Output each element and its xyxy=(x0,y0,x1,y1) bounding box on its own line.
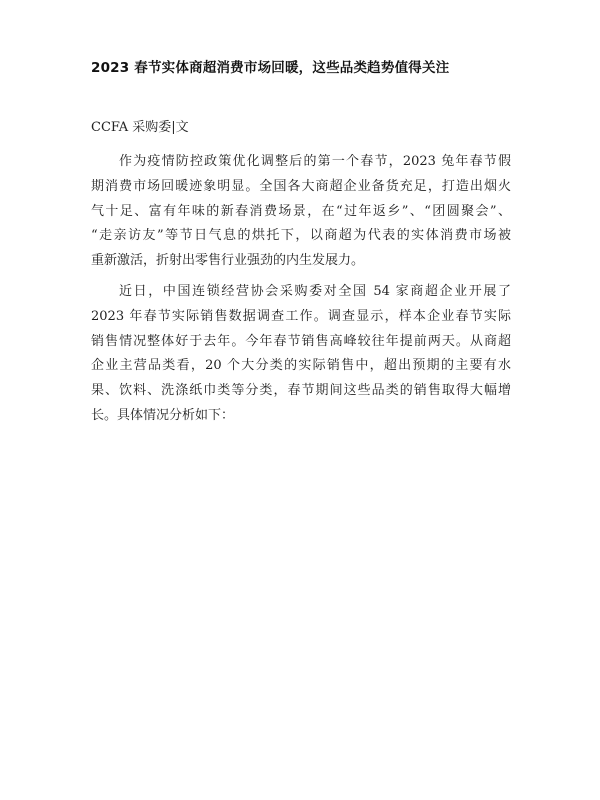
paragraph-line: 企业主营品类看，20 个大分类的实际销售中，超出预期的主要有水 xyxy=(91,358,511,374)
paragraph-line: 果、饮料、洗涤纸巾类等分类，春节期间这些品类的销售取得大幅增 xyxy=(91,383,511,399)
paragraph-line: 近日，中国连锁经营协会采购委对全国 54 家商超企业开展了 xyxy=(119,283,511,299)
paragraph-line: 长。具体情况分析如下： xyxy=(91,407,235,423)
article-body xyxy=(91,150,511,429)
paragraph-line: 销售情况整体好于去年。今年春节销售高峰较往年提前两天。从商超 xyxy=(91,333,511,349)
article-title: 2023 春节实体商超消费市场回暖，这些品类趋势值得关注 xyxy=(91,60,450,76)
paragraph-line: 作为疫情防控政策优化调整后的第一个春节，2023 兔年春节假 xyxy=(119,154,511,169)
paragraph-line: 2023 年春节实际销售数据调查工作。调查显示，样本企业春节实际 xyxy=(91,308,511,324)
paragraph-line: 气十足、富有年味的新春消费场景，在“过年返乡”、“团圆聚会”、 xyxy=(91,203,511,219)
paragraph-2 xyxy=(91,280,511,429)
paragraph-line: 重新激活，折射出零售行业强劲的内生发展力。 xyxy=(91,253,365,269)
article-byline: CCFA 采购委|文 xyxy=(91,120,189,135)
paragraph-1 xyxy=(91,150,511,274)
paragraph-line: “走亲访友”等节日气息的烘托下，以商超为代表的实体消费市场被 xyxy=(91,228,511,244)
paragraph-line: 期消费市场回暖迹象明显。全国各大商超企业备货充足，打造出烟火 xyxy=(91,178,511,194)
